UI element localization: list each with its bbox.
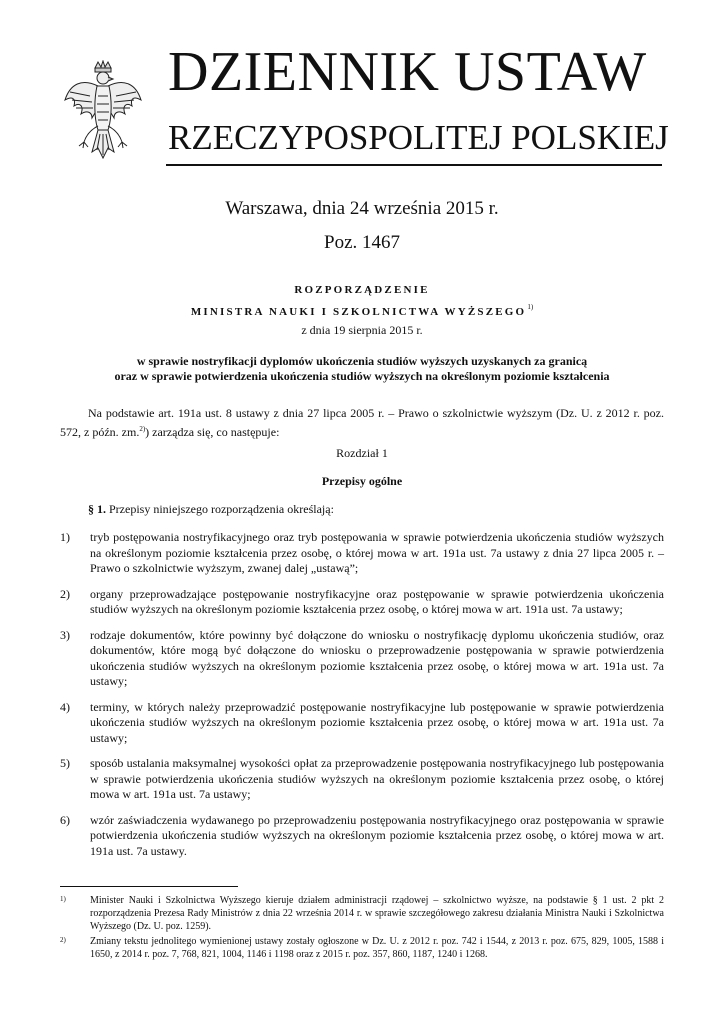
chapter-title: Przepisy ogólne [321,474,403,488]
list-item-number: 3) [60,627,70,642]
act-subject [60,354,664,384]
act-type: ROZPORZĄDZENIE [294,284,430,296]
masthead-subtitle: RZECZYPOSPOLITEJ POLSKIEJ [168,118,669,157]
footnote-number: 2) [60,936,66,944]
paragraph-text: Przepisy niniejszego rozporządzenia określają: [109,502,334,516]
intro-footnote-ref: 2) [139,424,146,433]
intro-paragraph [60,406,664,440]
list-item-text: tryb postępowania nostryfikacyjnego oraz tryb postępowania w sprawie potwierdzenia ukończenia studiów wyższych na określonym poziomie kształcenia przez osobę, o której mowa w art. 191a ust. 7a ustawy z dnia 27 lipca 2005 r. – Prawo o szkolnictwie wyższym, zwanej dalej „ustawą”; [90,530,664,575]
footnote-number: 1) [60,895,66,903]
list-item-text: organy przeprowadzające postępowanie nostryfikacyjne oraz postępowanie w sprawie potwierdzenia ukończenia studiów wyższych na określonym poziomie kształcenia przez osobę, o której mowa w art. 191a ust. 7a ustawy; [90,586,664,616]
position-number: Poz. 1467 [324,232,400,253]
list-item [60,587,664,618]
place-and-date: Warszawa, dnia 24 września 2015 r. [225,198,499,219]
paragraph-marker: § 1. [88,502,106,516]
act-date: z dnia 19 sierpnia 2015 r. [301,323,423,337]
list-item-text: wzór zaświadczenia wydawanego po przeprowadzeniu postępowania nostryfikacyjnego oraz postępowania w sprawie potwierdzenia ukończenia studiów wyższych na określonym poziomie kształcenia przez osobę, o której mowa w art. 191a ust. 7a ustawy. [90,812,664,858]
subject-line-2: oraz w sprawie potwierdzenia ukończenia studiów wyższych na określonym poziomie kształcenia [114,369,610,383]
list-item-number: 4) [60,699,70,714]
footnote [60,935,664,961]
issuer-footnote-ref: 1) [527,303,534,311]
footnote-text: Zmiany tekstu jednolitego wymienionej ustawy zostały ogłoszone w Dz. U. z 2012 r. poz. 742 i 1544, z 2013 r. poz. 675, 829, 1005, 1588 i 1650, z 2014 r. poz. 7, 768, 821, 1004, 1146 i 1198 oraz z 2015 r. poz. 357, 860, 1187, 1240 i 1268. [90,936,664,960]
footnote [60,894,664,933]
list-item-text: terminy, w których należy przeprowadzić postępowanie nostryfikacyjne lub postępowanie w sprawie potwierdzenia ukończenia studiów wyższych na określonym poziomie kształcenia przez osobę, o której mowa w art. 191a ust. 7a ustawy; [90,699,664,745]
enumeration-list [60,530,664,869]
list-item-number: 1) [60,530,70,544]
intro-text: Na podstawie art. 191a ust. 8 ustawy z dnia 27 lipca 2005 r. – Prawo o szkolnictwie wyższym (Dz. U. z 2012 r. poz. 572, z późn. zm. [60,406,664,439]
act-issuer-text: MINISTRA NAUKI I SZKOLNICTWA WYŻSZEGO [190,306,527,318]
list-item [60,628,664,690]
list-item [60,530,664,577]
footnotes [60,894,664,963]
list-item-number: 2) [60,586,70,601]
eagle-emblem-icon [62,60,144,164]
masthead-title: DZIENNIK USTAW [168,41,647,103]
masthead-divider [166,164,662,166]
list-item-number: 5) [60,756,70,770]
paragraph-1 [88,502,334,517]
list-item-number: 6) [60,812,70,827]
footnote-divider [60,886,238,887]
subject-line-1: w sprawie nostryfikacji dyplomów ukończenia studiów wyższych uzyskanych za granicą [136,354,588,368]
chapter-label: Rozdział 1 [336,446,388,460]
list-item [60,756,664,803]
list-item [60,813,664,860]
act-issuer [60,303,664,318]
list-item [60,700,664,747]
list-item-text: rodzaje dokumentów, które powinny być dołączone do wniosku o nostryfikację dyplomu ukończenia studiów, oraz dokumentów, które mogą być dołączone do wniosku o przeprowadzenie postępowania w sprawie potwierdzenia ukończenia studiów wyższych na określonym poziomie kształcenia przez osobę, o której mowa w art. 191a ust. 7a ustawy; [90,627,664,688]
footnote-text: Minister Nauki i Szkolnictwa Wyższego kieruje działem administracji rządowej – szkolnictwo wyższe, na podstawie § 1 ust. 2 pkt 2 rozporządzenia Prezesa Rady Ministrów z dnia 22 września 2014 r. w sprawie szczegółowego zakresu działania Ministra Nauki i Szkolnictwa Wyższego (Dz. U. poz. 1259). [90,895,664,932]
list-item-text: sposób ustalania maksymalnej wysokości opłat za przeprowadzenie postępowania nostryfikacyjnego lub postępowania w sprawie potwierdzenia ukończenia studiów wyższych na określonym poziomie kształcenia przez osobę, o której mowa w art. 191a ust. 7a ustawy; [90,756,664,801]
intro-text-end: ) zarządza się, co następuje: [145,424,280,439]
